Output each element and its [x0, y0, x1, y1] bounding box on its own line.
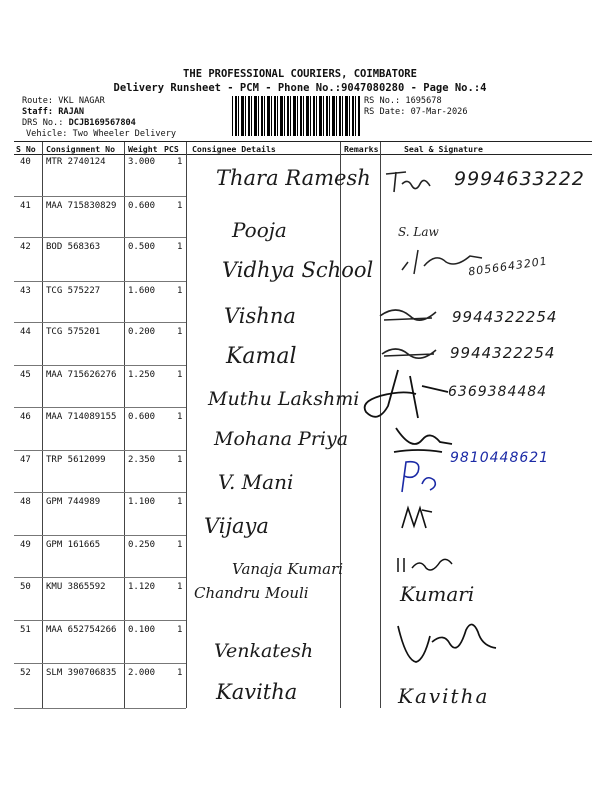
handwritten-signature: Kavitha [398, 684, 490, 708]
consignment-cell: SLM 390706835 [46, 668, 117, 678]
drs-value: DCJB169567804 [68, 118, 136, 128]
col-sno: S No [16, 144, 36, 154]
rs-date-value: 07-Mar-2026 [410, 107, 468, 117]
signature-scribble [394, 550, 464, 576]
vehicle-line [26, 129, 176, 139]
sno-cell: 47 [20, 455, 31, 465]
handwritten-name: Vidhya School [222, 258, 374, 282]
handwritten-phone: 6369384484 [448, 384, 548, 400]
consignment-cell: MAA 715830829 [46, 201, 117, 211]
sno-cell: 45 [20, 370, 31, 380]
row-rule [14, 407, 186, 408]
handwritten-phone: 9944322254 [452, 308, 558, 326]
handwritten-name: Pooja [232, 218, 287, 242]
row-rule [14, 365, 186, 366]
signature-scribble-blue [396, 456, 446, 496]
handwritten-name: Chandru Mouli [194, 584, 309, 602]
rs-date-label: RS Date: [364, 107, 406, 117]
col-divider [186, 142, 187, 708]
weight-cell: 0.600 [128, 201, 156, 211]
signature-scribble [378, 342, 448, 366]
handwritten-phone: 9810448621 [450, 450, 550, 466]
col-weight: Weight [128, 144, 158, 154]
pcs-cell: 1 [177, 157, 183, 167]
company-title: THE PROFESSIONAL COURIERS, COIMBATORE [183, 68, 417, 80]
row-rule [14, 663, 186, 664]
staff-label: Staff: [22, 107, 54, 117]
signature-scribble [376, 302, 446, 330]
consignment-cell: MAA 652754266 [46, 625, 117, 635]
pcs-cell: 1 [177, 370, 183, 380]
pcs-cell: 1 [177, 582, 183, 592]
row-rule [14, 450, 186, 451]
rs-date-line [364, 107, 468, 117]
weight-cell: 0.500 [128, 242, 156, 252]
route-label: Route: [22, 96, 54, 106]
handwritten-phone: 8056643201 [467, 254, 549, 279]
consignment-cell: TCG 575201 [46, 327, 101, 337]
signature-scribble [380, 164, 450, 198]
row-rule [14, 322, 186, 323]
handwritten-name: Vanaja Kumari [232, 560, 344, 578]
weight-cell: 0.250 [128, 540, 156, 550]
rs-no-value: 1695678 [405, 96, 442, 106]
row-rule [14, 196, 186, 197]
route-line [22, 96, 105, 106]
pcs-cell: 1 [177, 497, 183, 507]
vehicle-label: Vehicle: [26, 129, 68, 139]
signature-scribble [392, 612, 502, 670]
weight-cell: 3.000 [128, 157, 156, 167]
weight-cell: 0.200 [128, 327, 156, 337]
consignment-cell: MTR 2740124 [46, 157, 106, 167]
consignment-cell: TRP 5612099 [46, 455, 106, 465]
staff-line [22, 107, 84, 117]
handwritten-name: V. Mani [218, 470, 294, 494]
table-header-rule [14, 154, 592, 155]
sno-cell: 42 [20, 242, 31, 252]
handwritten-name: Venkatesh [214, 640, 314, 662]
handwritten-name: Vijaya [204, 514, 269, 538]
handwritten-name: Thara Ramesh [216, 166, 371, 190]
table-top-rule [14, 141, 592, 142]
weight-cell: 0.600 [128, 412, 156, 422]
col-divider [42, 142, 43, 708]
sno-cell: 50 [20, 582, 31, 592]
row-rule [14, 620, 186, 621]
sno-cell: 46 [20, 412, 31, 422]
row-rule [14, 237, 186, 238]
sno-cell: 51 [20, 625, 31, 635]
row-rule [14, 492, 186, 493]
pcs-cell: 1 [177, 625, 183, 635]
drs-line [22, 118, 136, 128]
handwritten-phone: 9994633222 [454, 168, 585, 190]
sno-cell: 43 [20, 286, 31, 296]
row-rule [14, 281, 186, 282]
row-rule [14, 708, 186, 709]
signature-scribble [358, 366, 458, 428]
sno-cell: 41 [20, 201, 31, 211]
rs-no-label: RS No.: [364, 96, 401, 106]
pcs-cell: 1 [177, 286, 183, 296]
weight-cell: 0.100 [128, 625, 156, 635]
vehicle-value: Two Wheeler Delivery [72, 129, 177, 139]
row-rule [14, 535, 186, 536]
pcs-cell: 1 [177, 242, 183, 252]
pcs-cell: 1 [177, 455, 183, 465]
consignment-cell: MAA 715626276 [46, 370, 117, 380]
pcs-cell: 1 [177, 412, 183, 422]
weight-cell: 1.250 [128, 370, 156, 380]
handwritten-name: Kamal [226, 344, 297, 369]
handwritten-signature: S. Law [398, 225, 439, 239]
sno-cell: 44 [20, 327, 31, 337]
handwritten-name: Mohana Priya [214, 428, 349, 450]
weight-cell: 2.350 [128, 455, 156, 465]
pcs-cell: 1 [177, 668, 183, 678]
col-pcs: PCS [164, 144, 179, 154]
handwritten-signature: Kumari [400, 582, 475, 606]
staff-value: RAJAN [58, 107, 85, 117]
handwritten-name: Muthu Lakshmi [208, 388, 360, 410]
sno-cell: 40 [20, 157, 31, 167]
rs-no-line [364, 96, 442, 106]
consignment-cell: GPM 161665 [46, 540, 101, 550]
pcs-cell: 1 [177, 540, 183, 550]
col-remarks: Remarks [344, 144, 379, 154]
sno-cell: 48 [20, 497, 31, 507]
col-divider [340, 142, 341, 708]
handwritten-name: Kavitha [216, 680, 298, 704]
signature-scribble [398, 502, 438, 534]
weight-cell: 2.000 [128, 668, 156, 678]
col-consignee: Consignee Details [192, 144, 276, 154]
pcs-cell: 1 [177, 327, 183, 337]
consignment-cell: TCG 575227 [46, 286, 101, 296]
col-consignment: Consignment No [46, 144, 116, 154]
weight-cell: 1.600 [128, 286, 156, 296]
weight-cell: 1.120 [128, 582, 156, 592]
barcode [232, 96, 360, 136]
row-rule [14, 577, 186, 578]
handwritten-phone: 9944322254 [450, 344, 556, 362]
drs-label: DRS No.: [22, 118, 64, 128]
sno-cell: 49 [20, 540, 31, 550]
col-divider [124, 142, 125, 708]
consignment-cell: KMU 3865592 [46, 582, 106, 592]
consignment-cell: MAA 714089155 [46, 412, 117, 422]
sno-cell: 52 [20, 668, 31, 678]
consignment-cell: GPM 744989 [46, 497, 101, 507]
runsheet-subtitle: Delivery Runsheet - PCM - Phone No.:9047080280 - Page No.:4 [113, 82, 487, 94]
route-value: VKL NAGAR [58, 96, 105, 106]
weight-cell: 1.100 [128, 497, 156, 507]
col-seal: Seal & Signature [404, 144, 483, 154]
consignment-cell: BOD 568363 [46, 242, 101, 252]
handwritten-name: Vishna [224, 304, 296, 328]
pcs-cell: 1 [177, 201, 183, 211]
